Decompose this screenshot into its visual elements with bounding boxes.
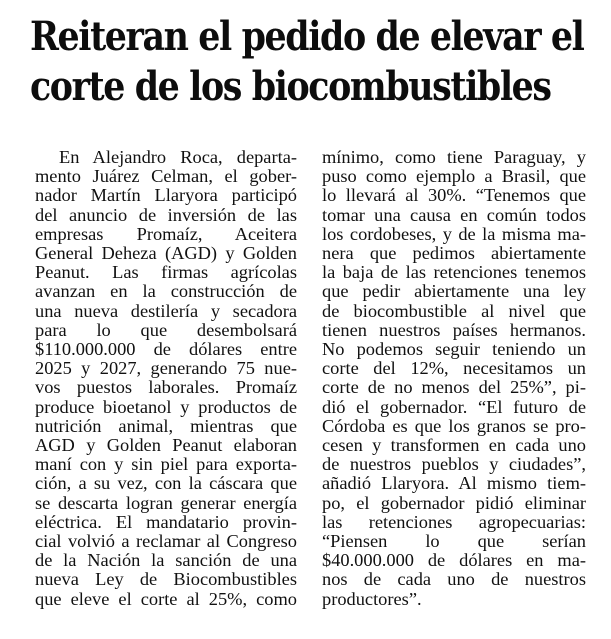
text-line: Peanut. Las firmas agrícolas: [35, 262, 297, 283]
text-line: se descarta logran generar energía: [35, 492, 297, 513]
headline: [30, 12, 584, 112]
text-line: 2025 y 2027, generando 75 nue-: [35, 358, 297, 379]
text-line: nera que pedimos abiertamente: [322, 243, 586, 264]
text-line: avanzan en la construcción de: [35, 281, 297, 302]
text-line: para lo que desembolsará: [35, 319, 297, 340]
text-line: cial volvió a reclamar al Congreso: [35, 531, 297, 552]
text-line: “Piensen lo que serían: [322, 531, 586, 552]
text-line: nutrición animal, mientras que: [35, 415, 297, 436]
text-line: General Deheza (AGD) y Golden: [35, 243, 297, 264]
text-line: de nuestros pueblos y ciudades”,: [322, 454, 586, 475]
text-line: eléctrica. El mandatario provin-: [35, 511, 297, 532]
text-line: produce bioetanol y productos de: [35, 396, 297, 417]
text-line: $40.000.000 de dólares en ma-: [322, 550, 586, 571]
headline-line: Reiteran el pedido de elevar el: [30, 13, 584, 60]
text-line: $110.000.000 de dólares entre: [35, 339, 297, 360]
text-line: corte de no menos del 25%”, pi-: [322, 377, 586, 398]
text-line: AGD y Golden Peanut elaboran: [35, 435, 297, 456]
text-line: corte del 12%, necesitamos un: [322, 358, 586, 379]
text-line: los cordobeses, y de la misma ma-: [322, 223, 586, 244]
article-column-right: [322, 148, 586, 609]
text-line: lo llevará al 30%. “Tenemos que: [322, 185, 586, 206]
text-line: que pedir abiertamente una ley: [322, 281, 586, 302]
text-line: la baja de las retenciones tenemos: [322, 262, 586, 283]
text-line: empresas Promaíz, Aceitera: [35, 223, 297, 244]
text-line: del anuncio de inversión de las: [35, 204, 297, 225]
text-line: productores”.: [322, 588, 422, 609]
text-line: nos de cada uno de nuestros: [322, 569, 586, 590]
text-line: tienen nuestros países hermanos.: [322, 319, 586, 340]
article-column-left: [35, 148, 297, 609]
text-line: añadió Llaryora. Al mismo tiem-: [322, 473, 586, 494]
text-line: ción, a su vez, con la cáscara que: [35, 473, 297, 494]
headline-line: corte de los biocombustibles: [30, 63, 551, 110]
text-line: vos puestos laborales. Promaíz: [35, 377, 297, 398]
text-line: po, el gobernador pidió eliminar: [322, 492, 586, 513]
text-line: que eleve el corte al 25%, como: [35, 588, 297, 609]
text-line: mento Juárez Celman, el gober-: [35, 166, 297, 187]
text-line: mínimo, como tiene Paraguay, y: [322, 147, 586, 167]
text-line: de biocombustible al nivel que: [322, 300, 586, 321]
text-line: nueva Ley de Biocombustibles: [35, 569, 297, 590]
text-line: maní con y sin piel para exporta-: [35, 454, 297, 475]
text-line: nador Martín Llaryora participó: [35, 185, 297, 206]
text-line: puso como ejemplo a Brasil, que: [322, 166, 586, 187]
text-line: una nueva destilería y secadora: [35, 300, 297, 321]
text-line: cesen y transformen en cada uno: [322, 435, 586, 456]
text-line: En Alejandro Roca, departa-: [59, 147, 297, 167]
text-line: Córdoba es que los granos se pro-: [322, 415, 586, 436]
text-line: No podemos seguir teniendo un: [322, 339, 586, 360]
text-line: dió el gobernador. “El futuro de: [322, 396, 586, 417]
text-line: tomar una causa en común todos: [322, 204, 586, 225]
text-line: las retenciones agropecuarias:: [322, 511, 586, 532]
text-line: de la Nación la sanción de una: [35, 550, 297, 571]
